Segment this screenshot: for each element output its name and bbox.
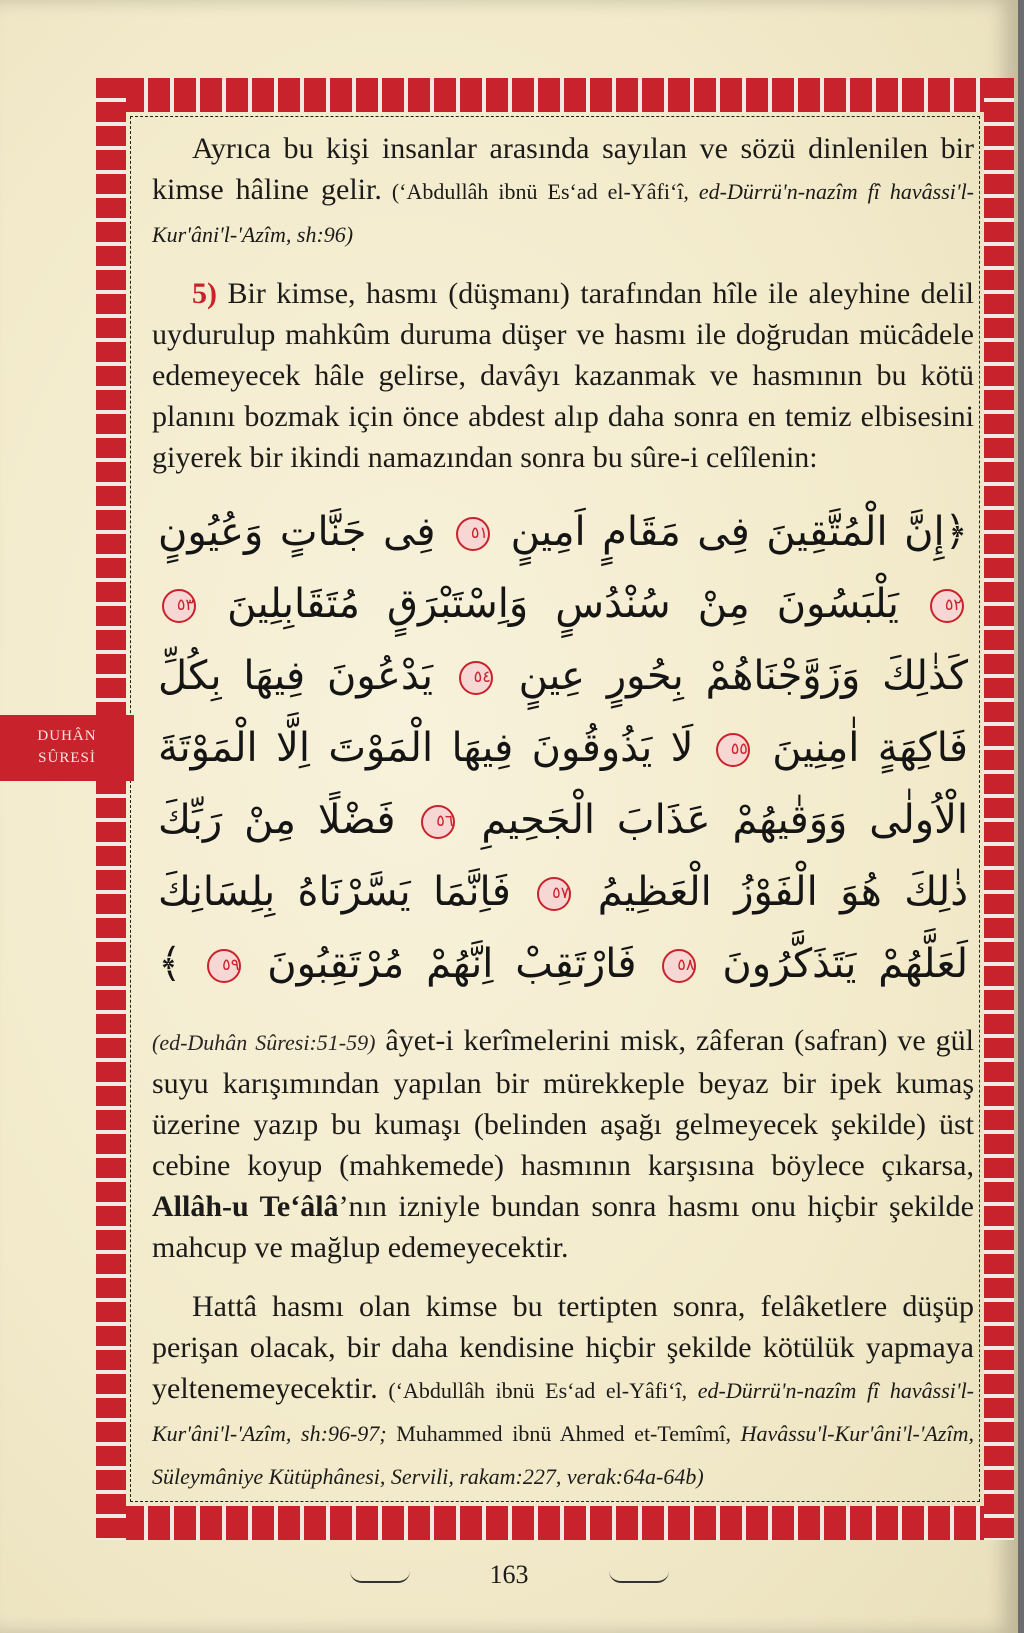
verse-51: ﴿إِنَّ الْمُتَّقِينَ فِى مَقَامٍ اَمِينٍ <box>510 509 969 555</box>
page-content <box>152 128 974 1515</box>
verse-55: يَدْعُونَ فِيهَا بِكُلِّ فَاكِهَةٍ اٰمِنِينَ <box>158 653 969 771</box>
allah-name: Allâh-u Te‘âlâ <box>152 1190 339 1223</box>
paragraph-3-text-1: âyet-i kerîmelerini misk, zâferan (safran) ve gül suyu karışımından yapılan bir mürekkeple beyaz bir ipek kumaş üzerine yazıp bu kumaşı (belinden aşağı gelmeyecek şekilde) üst cebine koyup (mahkemede) hasmının karşısına böylece çıkarsa, <box>152 1024 974 1182</box>
citation-author: (‘Abdullâh ibnü Es‘ad el-Yâfi‘î, <box>381 179 699 204</box>
frame-border-right <box>984 78 1014 1540</box>
verse-58: فَاِنَّمَا يَسَّرْنَاهُ بِلِسَانِكَ لَعَلَّهُمْ يَتَذَكَّرُونَ <box>158 869 969 987</box>
citation-title: ed-Dürrü'n-nazîm fî havâssi'l-Kur'âni'l-'Azîm, sh:96) <box>152 179 975 247</box>
ornamental-frame <box>96 78 1014 1540</box>
quran-verses <box>158 496 968 1000</box>
paragraph-2 <box>152 273 974 478</box>
right-swash-ornament <box>609 1571 669 1583</box>
frame-border-left <box>96 78 126 1540</box>
ayah-marker-59: ٥٩ <box>207 949 241 983</box>
page-number: 163 <box>489 1560 529 1589</box>
verse-56: لَا يَذُوقُونَ فِيهَا الْمَوْتَ اِلَّا الْمَوْتَةَ الْاُولٰى وَوَقٰيهُمْ عَذَابَ الْجَحِيمِ <box>158 725 969 843</box>
citation-title-2: Havâssu'l-Kur'âni'l-'Azîm, Süleymâniye Kütüphânesi, Servili, rakam:227, verak:64a-64b) <box>152 1421 974 1489</box>
paragraph-3 <box>152 1020 974 1268</box>
verse-59: فَارْتَقِبْ اِنَّهُمْ مُرْتَقِبُونَ <box>267 941 637 987</box>
verse-53: يَلْبَسُونَ مِنْ سُنْدُسٍ وَاِسْتَبْرَقٍ مُتَقَابِلِينَ <box>227 581 899 627</box>
ayah-marker-53: ٥٣ <box>162 589 196 623</box>
page-footer <box>0 1560 1018 1590</box>
paragraph-2-text: Bir kimse, hasmı (düşmanı) tarafından hîle ile aleyhine delil uydurulup mahkûm duruma düşer ve hasmı ile doğrudan mücâdele edemeyecek hâle gelirse, davâyı kazanmak ve hasmının bu kötü planını bozmak için önce abdest alıp daha sonra en temiz elbisesini giyerek bir ikindi namazından sonra bu sûre-i celîlenin: <box>152 277 974 474</box>
ayah-marker-54: ٥٤ <box>459 661 493 695</box>
surah-reference: (ed-Duhân Sûresi:51-59) <box>152 1030 376 1055</box>
side-tab-line-1: DUHÂN <box>37 728 97 744</box>
verse-52: فِى جَنَّاتٍ وَعُيُونٍ <box>158 509 436 555</box>
ayah-marker-52: ٥٢ <box>930 589 964 623</box>
left-swash-ornament <box>350 1571 410 1583</box>
paragraph-1 <box>152 128 974 255</box>
item-number: 5) <box>192 277 217 310</box>
paragraph-3-text-2: ’nın izniyle bundan sonra hasmı onu hiçbir şekilde mahcup ve mağlup edemeyecektir. <box>152 1190 974 1264</box>
verse-57: فَضْلًا مِنْ رَبِّكَ ذٰلِكَ هُوَ الْفَوْزُ الْعَظِيمُ <box>158 797 969 915</box>
surah-side-tab <box>0 715 134 781</box>
paragraph-4-text: Hattâ hasmı olan kimse bu tertipten sonra, felâketlere düşüp perişan olacak, bir daha kendisine hiçbir şekilde kötülük yapmaya yeltenemeyecektir. <box>152 1290 974 1405</box>
ayah-marker-56: ٥٦ <box>421 805 455 839</box>
ayah-marker-51: ٥١ <box>456 517 490 551</box>
paragraph-4 <box>152 1286 974 1497</box>
verse-54: كَذٰلِكَ وَزَوَّجْنَاهُمْ بِحُورٍ عِينٍ <box>518 653 969 699</box>
closing-bracket: ﴾ <box>158 941 182 987</box>
ayah-marker-57: ٥٧ <box>537 877 571 911</box>
citation-author-1: (‘Abdullâh ibnü Es‘ad el-Yâfi‘î, <box>377 1378 698 1403</box>
ayah-marker-58: ٥٨ <box>662 949 696 983</box>
paragraph-1-text: Ayrıca bu kişi insanlar arasında sayılan ve sözü dinlenilen bir kimse hâline gelir. <box>152 132 974 206</box>
citation-author-2: Muhammed ibnü Ahmed et-Temîmî, <box>386 1421 741 1446</box>
citation-title-1: ed-Dürrü'n-nazîm fî havâssi'l-Kur'âni'l-'Azîm, sh:96-97; <box>152 1378 975 1446</box>
ayah-marker-55: ٥٥ <box>716 733 750 767</box>
side-tab-line-2: SÛRESİ <box>38 750 96 766</box>
frame-border-top <box>96 78 1014 112</box>
